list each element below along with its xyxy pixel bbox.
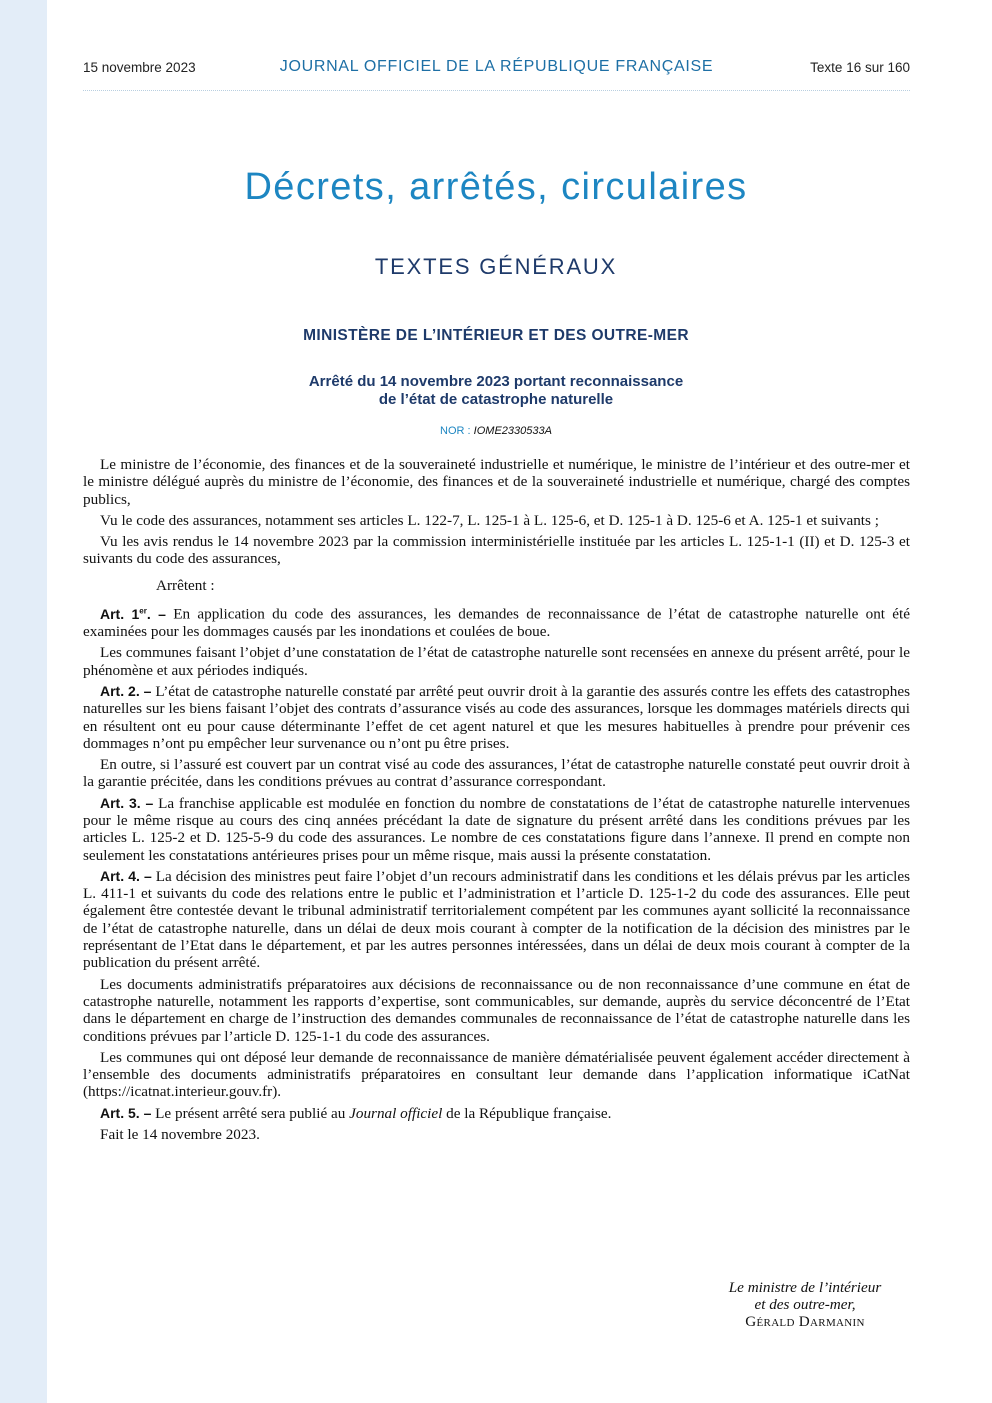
nor-label: NOR : [440, 425, 474, 437]
decree-title [0, 373, 992, 409]
article-3-paragraph [83, 795, 910, 864]
page-header [83, 58, 910, 80]
header-divider [83, 90, 910, 91]
article-5-paragraph: Art. 5. – Le présent arrêté sera publié au Journal officiel de la République française. [100, 1104, 612, 1122]
article-4-label: Art. 4. – [100, 867, 152, 884]
article-5-label: Art. 5. – [100, 1104, 152, 1121]
article-2-paragraph [83, 683, 910, 752]
section-subtitle: TEXTES GÉNÉRAUX [374, 254, 618, 279]
signature-title-line-2: et des outre-mer, [754, 1296, 856, 1313]
article-1-label: Art. 1er. – [100, 605, 166, 622]
article-3-label: Art. 3. – [100, 794, 154, 811]
signatory-name: Gérald Darmanin [745, 1313, 865, 1330]
header-date: 15 novembre 2023 [83, 60, 196, 75]
article-3-text: La franchise applicable est modulée en fonction du nombre de constatations de l’état de catastrophe naturelle intervenues pour le même risque au cours des cinq années précédant la date de signature du présent arrêté dans les conditions prévues par les articles L. 125-2 et D. 125-5-9 du code des assurances. Le nombre de ces constatations figure dans l’annexe. Il prend en compte non seulement les constatations antérieures prises pour un même risque, mais aussi la présente constatation. [83, 794, 911, 864]
visa-paragraph: Vu les avis rendus le 14 novembre 2023 par la commission interministérielle instituée par les articles L. 125-1-1 (II) et D. 125-3 et suivants du code des assurances, [83, 533, 910, 568]
header-journal-title: JOURNAL OFFICIEL DE LA RÉPUBLIQUE FRANÇAISE [279, 58, 714, 75]
journal-officiel-italic: Journal officiel [349, 1104, 443, 1122]
left-margin-bar [0, 0, 47, 1403]
nor-code: IOME2330533A [473, 425, 552, 437]
preamble-paragraph: Le ministre de l’économie, des finances et de la souveraineté industrielle et numérique, le ministre de l’intérieur et des outre-mer et le ministre délégué auprès du ministre de l’économie, des finances et de la souveraineté industrielle et numérique, chargé des comptes publics, [83, 456, 910, 508]
article-4-paragraph-3: Les communes qui ont déposé leur demande de reconnaissance de manière dématérialisée peuvent également accéder directement à l’ensemble des documents administratifs préparatoires en consultant leur demande dans l’application informatique iCatNat (https://icatnat.interieur.gouv.fr). [83, 1048, 910, 1101]
section-title: Décrets, arrêtés, circulaires [244, 166, 748, 208]
header-page-number: Texte 16 sur 160 [810, 60, 910, 75]
ministry-heading: MINISTÈRE DE L’INTÉRIEUR ET DES OUTRE-MER [303, 327, 689, 344]
article-1-text: En application du code des assurances, les demandes de reconnaissance de l’état de catastrophe naturelle ont été examinées pour les dommages causés par les inondations et coulées de boue. [83, 605, 911, 641]
decree-title-line-1: Arrêté du 14 novembre 2023 portant reconnaissance [308, 373, 684, 390]
article-2-label: Art. 2. – [100, 682, 152, 699]
article-4-text: La décision des ministres peut faire l’objet d’un recours administratif dans les conditions et les délais prévus par les articles L. 411-1 et suivants du code des relations entre le public et l’administration et l’article D. 125-1-2 du code des assurances. Elle peut également être contestée devant le tribunal administratif territorialement compétent par les communes ayant sollicité la reconnaissance de l’état de catastrophe naturelle, dans un délai de deux mois courant à compter de la notification de la décision des ministres par le représentant de l’Etat dans le département, et par les autres personnes intéressées, dans un délai de deux mois courant à compter de la publication du présent arrêté. [83, 867, 910, 972]
article-1-paragraph [83, 602, 910, 640]
decree-title-line-2: de l’état de catastrophe naturelle [378, 391, 614, 408]
nor-reference [0, 425, 992, 437]
article-4-paragraph [83, 868, 910, 972]
article-4-paragraph-2: Les documents administratifs préparatoires aux décisions de reconnaissance ou de non reconnaissance d’une commune en état de catastrophe naturelle, notamment les rapports d’expertise, sont communicables, sur demande, auprès du service déconcentré de l’Etat dans le département en charge de l’instruction des demandes communales de reconnaissance de l’état de catastrophe naturelle dans les conditions prévues par l’article D. 125-1-1 du code des assurances. [83, 975, 910, 1045]
visa-paragraph: Vu le code des assurances, notamment ses articles L. 122-7, L. 125-1 à L. 125-6, et D. 125-1 à D. 125-6 et A. 125-1 et suivants ; [100, 511, 879, 529]
article-2-text: L’état de catastrophe naturelle constaté par arrêté peut ouvrir droit à la garantie des assurés contre les effets des catastrophes naturelles sur les biens faisant l’objet des contrats d’assurance visés au code des assurances, lorsque les dommages matériels directs qui en résultent ont eu pour cause déterminante l’effet de cet agent naturel et que les mesures habituelles à prendre pour prévenir ces dommages n’ont pu empêcher leur survenance ou n’ont pu être prises. [83, 682, 910, 752]
article-1-paragraph-2: Les communes faisant l’objet d’une constatation de l’état de catastrophe naturelle sont recensées en annexe du présent arrêté, pour le phénomène et aux périodes indiqués. [83, 644, 910, 679]
arretent-line: Arrêtent : [156, 576, 215, 594]
signature-title-line-1: Le ministre de l’intérieur [728, 1279, 882, 1296]
done-date-line: Fait le 14 novembre 2023. [100, 1126, 260, 1144]
decree-body [83, 456, 910, 1147]
article-2-paragraph-2: En outre, si l’assuré est couvert par un contrat visé au code des assurances, l’état de catastrophe naturelle constaté peut ouvrir droit à la garantie précitée, dans les conditions prévues au contrat d’assurance correspondant. [83, 756, 910, 791]
